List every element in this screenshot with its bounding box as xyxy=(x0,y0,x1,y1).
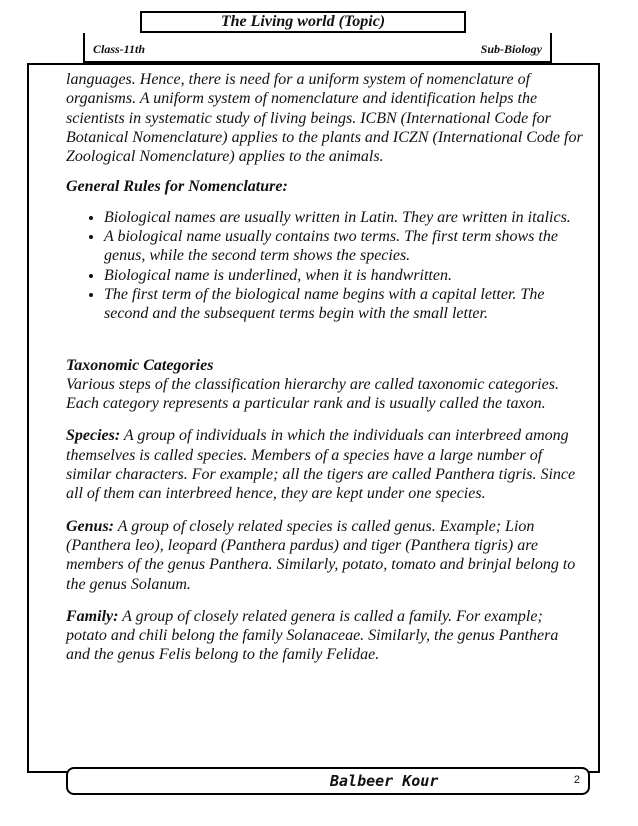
list-item: • The first term of the biological name begins with a capital letter. The second and the subsequent terms begin with the small letter. xyxy=(104,285,586,324)
taxonomic-heading: Taxonomic Categories xyxy=(66,356,214,374)
document-body xyxy=(66,70,586,665)
genus-term: Genus: xyxy=(66,517,115,535)
footer-bar xyxy=(66,767,590,795)
taxonomic-paragraph: Various steps of the classification hierarchy are called taxonomic categories. Each category represents a particular rank and is usually called the taxon. xyxy=(66,375,559,413)
rules-list xyxy=(66,208,586,324)
genus-paragraph xyxy=(66,517,586,594)
family-text: A group of closely related genera is called a family. For example; potato and chili belong the family Solanaceae. Similarly, the genus Panthera and the genus Felis belong to the family Felidae. xyxy=(66,607,559,664)
class-label: Class-11th xyxy=(93,42,146,56)
page-number: 2 xyxy=(573,774,580,786)
list-item: • A biological name usually contains two terms. The first term shows the genus, while the second term shows the species. xyxy=(104,227,586,266)
intro-paragraph: languages. Hence, there is need for a uniform system of nomenclature of organisms. A uniform system of nomenclature and identification helps the scientists in systematic study of living beings. ICBN (International Code for Botanical Nomenclature) applies to the plants and ICZN (International Code for Zoological Nomenclature) applies to the animals. xyxy=(66,71,583,166)
rules-heading: General Rules for Nomenclature: xyxy=(66,178,288,196)
species-text: A group of individuals in which the individuals can interbreed among themselves is called species. Members of a species have a large number of similar characters. For example; all the tigers are called Panthera tigris. Since all of them can interbreed hence, they are kept under one species. xyxy=(66,427,576,503)
genus-text: A group of closely related species is called genus. Example; Lion (Panthera leo), leopard (Panthera pardus) and tiger (Panthera tigris) are members of the genus Panthera. Similarly, potato, tomato and brinjal belong to the genus Solanum. xyxy=(66,517,576,593)
page-title-box xyxy=(140,11,466,33)
list-item: • Biological name is underlined, when it is handwritten. xyxy=(104,266,586,285)
class-subject-bar xyxy=(83,33,552,63)
subject-label: Sub-Biology xyxy=(480,42,542,56)
species-term: Species: xyxy=(66,427,121,445)
species-paragraph xyxy=(66,426,586,503)
family-paragraph xyxy=(66,607,586,665)
list-item: • Biological names are usually written in Latin. They are written in italics. xyxy=(104,208,586,227)
family-term: Family: xyxy=(66,607,119,625)
page-title: The Living world (Topic) xyxy=(220,13,386,30)
author-name: Balbeer Kour xyxy=(330,772,439,790)
